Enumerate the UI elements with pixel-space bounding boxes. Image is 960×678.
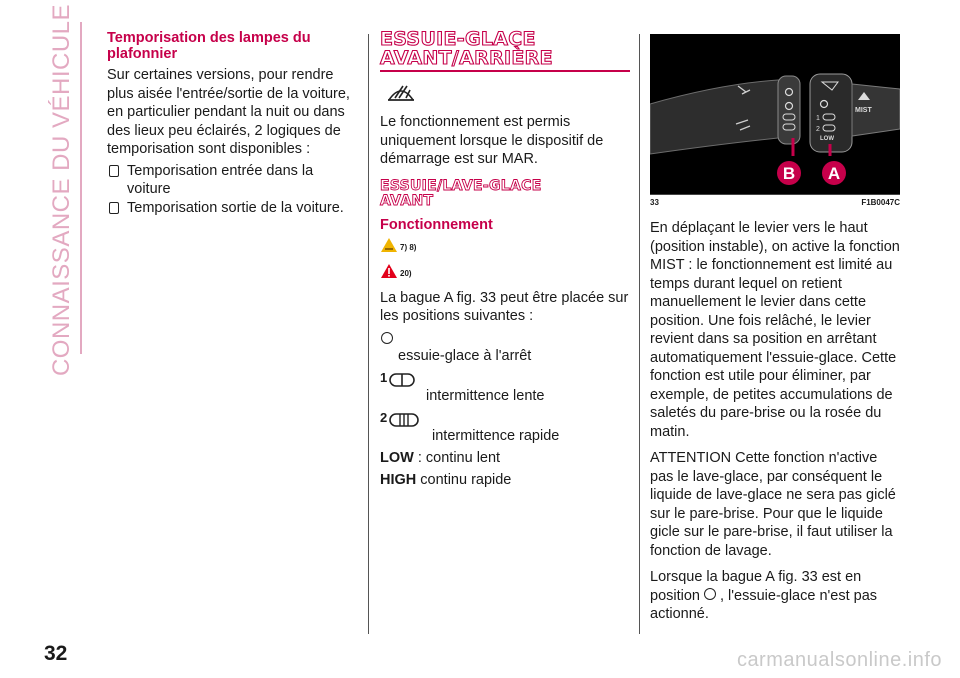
- column-divider: [639, 34, 640, 634]
- column-divider: [368, 34, 369, 634]
- figure-low-label: LOW: [820, 136, 834, 142]
- figure-two-label: 2: [816, 126, 820, 133]
- callout-a: A: [827, 164, 841, 183]
- side-title-rule: [80, 22, 82, 354]
- position-high: HIGH continu rapide: [380, 471, 512, 488]
- washer-heading: ESSUIE/LAVE-GLACE: [380, 177, 542, 194]
- wiper-intro-text: Le fonctionnement est permis uniquement lorsque le dispositif de démarrage est sur MAR.: [380, 114, 604, 167]
- ring-off-paragraph: Lorsque la bague A fig. 33 est en position , l'essuie-glace n'est pas actionné.: [650, 569, 878, 622]
- wiper-windshield-icon: [386, 80, 630, 107]
- list-item: Temporisation entrée dans la voiture: [107, 162, 357, 199]
- wiper-stalk-figure: [650, 34, 900, 194]
- page-number: 32: [44, 642, 68, 665]
- wiper-main-heading-line2: AVANT/ARRIÈRE: [380, 47, 553, 69]
- intermittent-slow-icon: [389, 373, 415, 387]
- warning-note: 20): [380, 263, 630, 289]
- figure-one-label: 1: [816, 115, 820, 122]
- callout-b: B: [782, 164, 796, 183]
- intermittent-fast-icon: [389, 413, 419, 427]
- off-circle-icon: [381, 332, 393, 344]
- column-2: [380, 30, 630, 493]
- side-section-title: CONNAISSANCE DU VÉHICULE: [48, 3, 75, 377]
- position-off: essuie-glace à l'arrêt: [380, 329, 630, 365]
- position-slow-intermittent: 1 intermittence lente: [380, 369, 545, 404]
- courtesy-light-heading: Temporisation des lampes du plafonnier: [107, 30, 311, 62]
- figure-mist-label: MIST: [855, 107, 872, 114]
- warning-triangle-icon: [380, 263, 398, 279]
- figure-caption: 33 F1B0047C: [650, 198, 900, 207]
- position-fast-intermittent: 2 intermittence rapide: [380, 409, 560, 444]
- ring-positions-text: La bague A fig. 33 peut être placée sur les positions suivantes :: [380, 289, 629, 324]
- attention-paragraph: ATTENTION Cette fonction n'active pas le lave-glace, par conséquent le liquide de lave-glace ne sera pas giclé sur le pare-brise. Pour que le liquide gicle sur le pare-brise, il faut utiliser la fonction de lavage.: [650, 450, 896, 559]
- off-circle-icon: [704, 588, 716, 600]
- courtesy-light-paragraph: Sur certaines versions, pour rendre plus aisée l'entrée/sortie de la voiture, en particulier pendant la nuit ou dans des lieux peu éclairés, 2 logiques de temporisation sont disponibles :: [107, 67, 350, 157]
- wiper-main-heading-line1: ESSUIE-GLACE: [380, 28, 536, 50]
- figure-rule: [650, 194, 900, 195]
- operation-heading: Fonctionnement: [380, 216, 493, 233]
- watermark: carmanualsonline.info: [736, 649, 942, 671]
- list-item: Temporisation sortie de la voiture.: [107, 199, 357, 218]
- column-3: [650, 34, 900, 627]
- heading-rule: [380, 70, 630, 72]
- column-1: [107, 30, 357, 217]
- caution-note: 7) 8): [380, 237, 630, 263]
- mist-paragraph: En déplaçant le levier vers le haut (position instable), on active la fonction MIST : le fonctionnement est limité au temps durant lequel on retient manuellement le levier dans cette position. Une fois relâché, le levier revient dans sa position en arrêtant automatiquement l'essuie-glace. Cette fonction est utile pour éliminer, par exemple, de petites accumulations de saletés du pare-brise ou la rosée du matin.: [650, 220, 900, 440]
- position-low: LOW : continu lent: [380, 449, 501, 466]
- caution-triangle-icon: [380, 237, 398, 253]
- checkbox-bullet-icon: [109, 202, 119, 214]
- washer-heading-line2: AVANT: [380, 192, 434, 209]
- checkbox-bullet-icon: [109, 165, 119, 177]
